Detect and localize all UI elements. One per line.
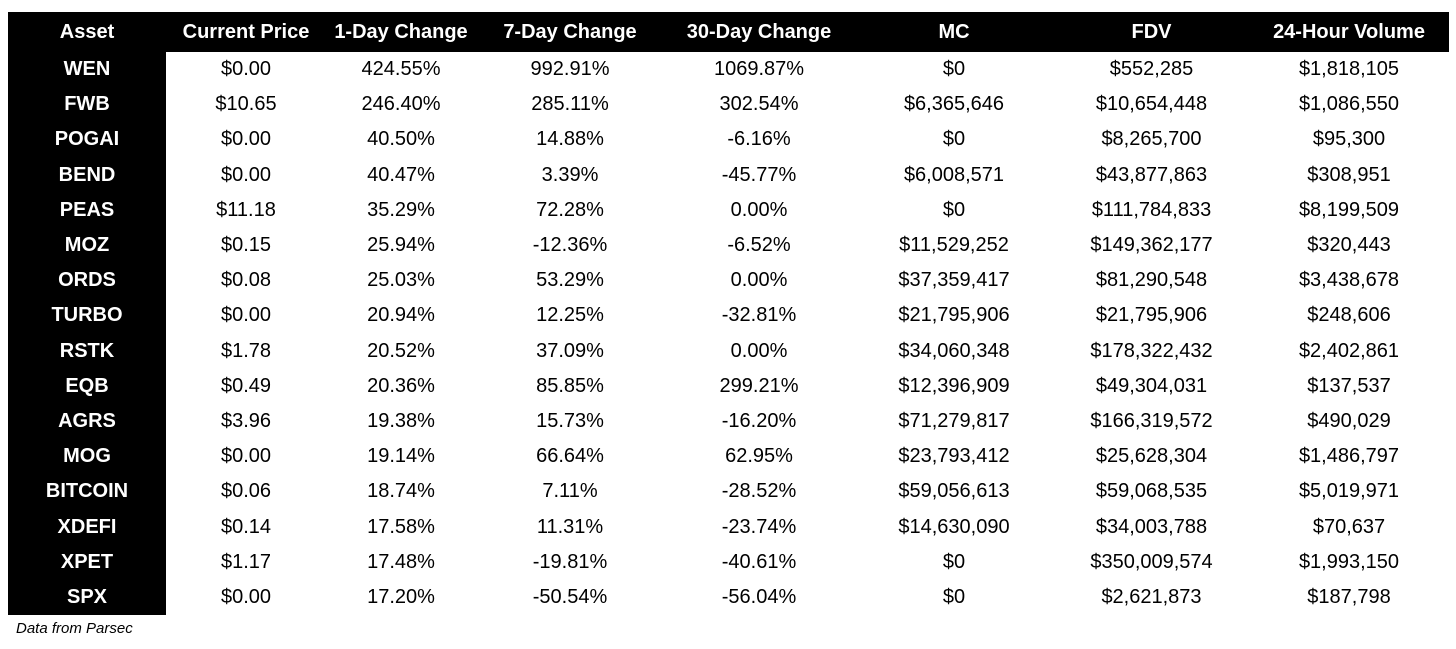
table-row <box>8 545 1449 580</box>
asset-name-cell: WEN <box>8 52 166 87</box>
header-row <box>8 12 1449 52</box>
table-row <box>8 439 1449 474</box>
column-header: Asset <box>59 20 115 43</box>
table-cell: $23,793,412 <box>854 439 1054 474</box>
table-header <box>8 12 1449 52</box>
table-cell: 7.11% <box>476 474 664 509</box>
asset-name-cell: POGAI <box>8 122 166 157</box>
table-row <box>8 404 1449 439</box>
table-cell: $0.06 <box>166 474 326 509</box>
table-cell: $10,654,448 <box>1054 87 1249 122</box>
table-cell: 66.64% <box>476 439 664 474</box>
table-cell: -28.52% <box>664 474 854 509</box>
asset-name-cell: ORDS <box>8 263 166 298</box>
table-cell: $1,486,797 <box>1249 439 1449 474</box>
table-cell: $59,056,613 <box>854 474 1054 509</box>
table-cell: 14.88% <box>476 122 664 157</box>
asset-name-cell: FWB <box>8 87 166 122</box>
table-cell: $34,060,348 <box>854 334 1054 369</box>
column-header: Current Price <box>182 20 310 43</box>
table-cell: $2,402,861 <box>1249 334 1449 369</box>
table-cell: $1.17 <box>166 545 326 580</box>
asset-name-cell: SPX <box>8 580 166 615</box>
table-cell: $552,285 <box>1054 52 1249 87</box>
table-cell: $1,086,550 <box>1249 87 1449 122</box>
table-cell: $21,795,906 <box>1054 298 1249 333</box>
table-cell: $5,019,971 <box>1249 474 1449 509</box>
table-body <box>8 52 1449 615</box>
table-cell: 25.94% <box>326 228 476 263</box>
asset-name-cell: MOZ <box>8 228 166 263</box>
table-cell: 37.09% <box>476 334 664 369</box>
table-cell: 3.39% <box>476 158 664 193</box>
table-cell: 19.14% <box>326 439 476 474</box>
table-cell: $95,300 <box>1249 122 1449 157</box>
table-cell: 19.38% <box>326 404 476 439</box>
table-cell: 40.47% <box>326 158 476 193</box>
table-cell: $12,396,909 <box>854 369 1054 404</box>
table-cell: 20.94% <box>326 298 476 333</box>
table-cell: $1,993,150 <box>1249 545 1449 580</box>
table-cell: $320,443 <box>1249 228 1449 263</box>
table-cell: 25.03% <box>326 263 476 298</box>
table-cell: $21,795,906 <box>854 298 1054 333</box>
asset-name-cell: XPET <box>8 545 166 580</box>
column-header: 7-Day Change <box>503 20 637 43</box>
table-row <box>8 298 1449 333</box>
column-header: 1-Day Change <box>334 20 468 43</box>
table-cell: $59,068,535 <box>1054 474 1249 509</box>
table-cell: 0.00% <box>664 193 854 228</box>
table-cell: $0 <box>854 545 1054 580</box>
table-cell: $248,606 <box>1249 298 1449 333</box>
table-cell: -50.54% <box>476 580 664 615</box>
asset-name-cell: EQB <box>8 369 166 404</box>
asset-table-frame <box>8 12 1449 612</box>
table-cell: $0 <box>854 52 1054 87</box>
table-cell: $0.15 <box>166 228 326 263</box>
table-cell: $0.00 <box>166 298 326 333</box>
table-cell: 20.52% <box>326 334 476 369</box>
table-cell: $14,630,090 <box>854 509 1054 544</box>
table-cell: $37,359,417 <box>854 263 1054 298</box>
table-row <box>8 122 1449 157</box>
table-row <box>8 509 1449 544</box>
table-cell: $137,537 <box>1249 369 1449 404</box>
table-cell: $0.14 <box>166 509 326 544</box>
table-cell: $0.00 <box>166 52 326 87</box>
column-header: 30-Day Change <box>686 20 832 43</box>
column-header: FDV <box>1131 20 1172 43</box>
table-row <box>8 158 1449 193</box>
table-cell: $71,279,817 <box>854 404 1054 439</box>
table-row <box>8 193 1449 228</box>
table-cell: -23.74% <box>664 509 854 544</box>
table-cell: $0.00 <box>166 580 326 615</box>
table-cell: $11.18 <box>166 193 326 228</box>
table-cell: 62.95% <box>664 439 854 474</box>
asset-table <box>8 12 1449 615</box>
table-cell: $350,009,574 <box>1054 545 1249 580</box>
table-cell: 53.29% <box>476 263 664 298</box>
table-cell: $43,877,863 <box>1054 158 1249 193</box>
table-cell: $11,529,252 <box>854 228 1054 263</box>
table-cell: $34,003,788 <box>1054 509 1249 544</box>
column-header: 24-Hour Volume <box>1273 20 1425 43</box>
table-cell: -12.36% <box>476 228 664 263</box>
table-row <box>8 263 1449 298</box>
table-cell: 17.48% <box>326 545 476 580</box>
table-cell: $178,322,432 <box>1054 334 1249 369</box>
table-cell: 285.11% <box>476 87 664 122</box>
table-cell: $1,818,105 <box>1249 52 1449 87</box>
table-cell: $2,621,873 <box>1054 580 1249 615</box>
table-cell: $1.78 <box>166 334 326 369</box>
table-row <box>8 87 1449 122</box>
table-row <box>8 52 1449 87</box>
table-cell: $70,637 <box>1249 509 1449 544</box>
table-cell: 85.85% <box>476 369 664 404</box>
table-cell: -40.61% <box>664 545 854 580</box>
table-cell: -32.81% <box>664 298 854 333</box>
table-cell: $81,290,548 <box>1054 263 1249 298</box>
table-cell: $3.96 <box>166 404 326 439</box>
table-cell: 1069.87% <box>664 52 854 87</box>
table-cell: $166,319,572 <box>1054 404 1249 439</box>
asset-name-cell: TURBO <box>8 298 166 333</box>
table-cell: 15.73% <box>476 404 664 439</box>
source-caption: Data from Parsec <box>16 620 133 637</box>
table-cell: $3,438,678 <box>1249 263 1449 298</box>
table-cell: 302.54% <box>664 87 854 122</box>
table-cell: $0.08 <box>166 263 326 298</box>
table-cell: $8,265,700 <box>1054 122 1249 157</box>
table-cell: 992.91% <box>476 52 664 87</box>
table-cell: $490,029 <box>1249 404 1449 439</box>
asset-name-cell: AGRS <box>8 404 166 439</box>
column-header: MC <box>938 20 970 43</box>
table-cell: $0 <box>854 122 1054 157</box>
table-cell: 299.21% <box>664 369 854 404</box>
table-row <box>8 474 1449 509</box>
table-cell: $187,798 <box>1249 580 1449 615</box>
table-cell: $6,365,646 <box>854 87 1054 122</box>
table-cell: 12.25% <box>476 298 664 333</box>
table-cell: $8,199,509 <box>1249 193 1449 228</box>
table-cell: -19.81% <box>476 545 664 580</box>
asset-name-cell: MOG <box>8 439 166 474</box>
table-cell: 17.58% <box>326 509 476 544</box>
table-row <box>8 369 1449 404</box>
asset-name-cell: BEND <box>8 158 166 193</box>
table-cell: -6.52% <box>664 228 854 263</box>
table-cell: $49,304,031 <box>1054 369 1249 404</box>
table-cell: 0.00% <box>664 334 854 369</box>
table-cell: $111,784,833 <box>1054 193 1249 228</box>
table-cell: $25,628,304 <box>1054 439 1249 474</box>
table-cell: 17.20% <box>326 580 476 615</box>
table-cell: $0.00 <box>166 158 326 193</box>
table-cell: 11.31% <box>476 509 664 544</box>
asset-name-cell: XDEFI <box>8 509 166 544</box>
table-cell: 424.55% <box>326 52 476 87</box>
table-cell: $0.00 <box>166 439 326 474</box>
table-cell: 72.28% <box>476 193 664 228</box>
table-cell: $6,008,571 <box>854 158 1054 193</box>
table-cell: -16.20% <box>664 404 854 439</box>
asset-name-cell: BITCOIN <box>8 474 166 509</box>
table-cell: -45.77% <box>664 158 854 193</box>
table-cell: $0 <box>854 193 1054 228</box>
asset-name-cell: PEAS <box>8 193 166 228</box>
asset-name-cell: RSTK <box>8 334 166 369</box>
table-cell: $149,362,177 <box>1054 228 1249 263</box>
table-row <box>8 334 1449 369</box>
table-cell: $0 <box>854 580 1054 615</box>
table-cell: $0.49 <box>166 369 326 404</box>
table-cell: 35.29% <box>326 193 476 228</box>
table-cell: 246.40% <box>326 87 476 122</box>
table-cell: -56.04% <box>664 580 854 615</box>
table-cell: 18.74% <box>326 474 476 509</box>
table-cell: -6.16% <box>664 122 854 157</box>
table-cell: $10.65 <box>166 87 326 122</box>
table-row <box>8 228 1449 263</box>
table-cell: 0.00% <box>664 263 854 298</box>
table-cell: 20.36% <box>326 369 476 404</box>
table-cell: $308,951 <box>1249 158 1449 193</box>
table-row <box>8 580 1449 615</box>
table-cell: 40.50% <box>326 122 476 157</box>
table-cell: $0.00 <box>166 122 326 157</box>
